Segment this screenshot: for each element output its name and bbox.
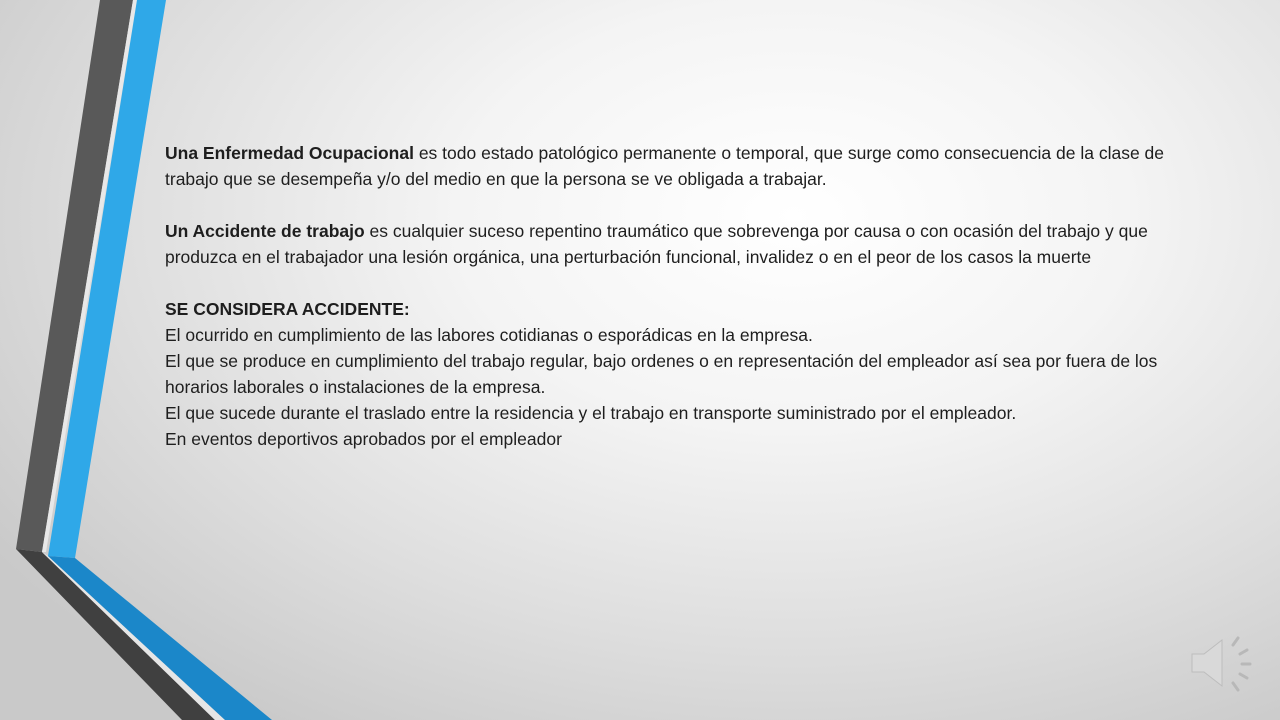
sound-wave-mark (1240, 650, 1247, 654)
speaker-icon[interactable] (1188, 632, 1258, 694)
definition-accidente-text: es cualquier suceso repentino traumático que sobrevenga por causa o con ocasión del trabajo y que produzca en el trabajador una lesión orgánica, una perturbación funcional, invalidez o en el peor de los casos la muerte (165, 221, 1148, 267)
definition-enfermedad-text: es todo estado patológico permanente o temporal, que surge como consecuencia de la clase de trabajo que se desempeña y/o del medio en que la persona se ve obligada a trabajar. (165, 143, 1165, 189)
speaker-body (1192, 640, 1222, 686)
considera-item: El ocurrido en cumplimiento de las labores cotidianas o esporádicas en la empresa. (165, 325, 813, 345)
gray-stripe-lower (16, 549, 215, 720)
slide-text (165, 140, 1205, 452)
considera-section (165, 296, 1205, 452)
sound-wave-mark (1240, 674, 1247, 678)
sound-wave-mark (1233, 683, 1238, 690)
term-accidente: Un Accidente de trabajo (165, 221, 365, 241)
considera-heading: SE CONSIDERA ACCIDENTE: (165, 299, 410, 319)
definition-accidente (165, 218, 1205, 270)
considera-item: En eventos deportivos aprobados por el empleador (165, 429, 562, 449)
white-divider-lower (42, 552, 225, 720)
considera-item: El que sucede durante el traslado entre la residencia y el trabajo en transporte suministrado por el empleador. (165, 403, 1017, 423)
considera-item: El que se produce en cumplimiento del trabajo regular, bajo ordenes o en representación del empleador así sea por fuera de los horarios laborales o instalaciones de la empresa. (165, 351, 1158, 397)
sound-wave-mark (1233, 638, 1238, 645)
definition-enfermedad (165, 140, 1205, 192)
term-enfermedad: Una Enfermedad Ocupacional (165, 143, 414, 163)
